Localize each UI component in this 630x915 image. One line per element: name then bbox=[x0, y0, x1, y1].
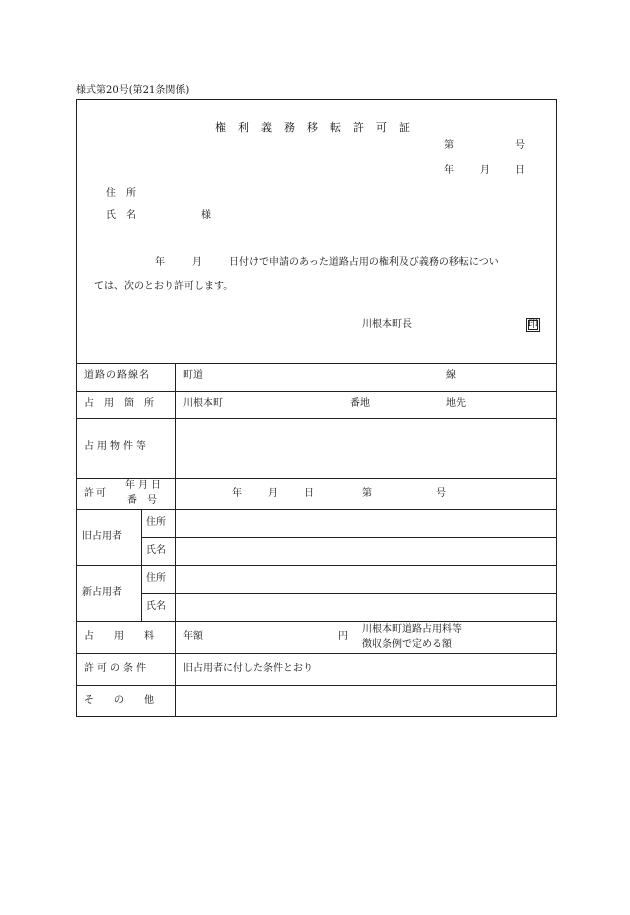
new-occupant-address-label: 住所 bbox=[146, 573, 166, 584]
recipient-name-label: 氏 名 bbox=[106, 210, 136, 221]
permit-date-label: 年月日 bbox=[125, 480, 164, 491]
row-line bbox=[76, 685, 557, 686]
permit-dai: 第 bbox=[362, 488, 372, 499]
old-occupant-name-label: 氏名 bbox=[146, 545, 166, 556]
new-occupant-label: 新占用者 bbox=[82, 587, 122, 598]
issue-year-label: 年 bbox=[444, 165, 454, 176]
row-line bbox=[76, 621, 557, 622]
recipient-address-label: 住 所 bbox=[106, 188, 136, 199]
document-title: 権 利 義 務 移 転 許 可 証 bbox=[215, 121, 411, 134]
location-chisaki: 地先 bbox=[446, 398, 466, 409]
row-line bbox=[76, 478, 557, 479]
fee-annual-label: 年額 bbox=[183, 631, 203, 642]
row-line bbox=[76, 565, 557, 566]
body-line2: ては、次のとおり許可します。 bbox=[94, 281, 234, 292]
body-line1: 日付けで申請のあった道路占用の権利及び義務の移転につい bbox=[229, 257, 499, 268]
fee-note-line1: 川根本町道路占用料等 bbox=[362, 624, 462, 635]
row-line bbox=[76, 418, 557, 419]
issue-month-label: 月 bbox=[480, 165, 490, 176]
label-column-line bbox=[175, 363, 176, 717]
permit-year: 年 bbox=[232, 488, 242, 499]
old-occupant-label: 旧占用者 bbox=[82, 531, 122, 542]
road-name-label: 道路の路線名 bbox=[84, 370, 150, 381]
old-occupant-address-label: 住所 bbox=[146, 517, 166, 528]
road-name-value: 町道 bbox=[183, 370, 203, 381]
seal-stamp: 印 bbox=[528, 319, 538, 330]
issuer-name: 川根本町長 bbox=[362, 319, 412, 330]
permit-day: 日 bbox=[304, 488, 314, 499]
issue-day-label: 日 bbox=[515, 165, 525, 176]
objects-label: 占用物件等 bbox=[84, 441, 149, 452]
conditions-value: 旧占用者に付した条件とおり bbox=[183, 663, 313, 674]
table-top-line bbox=[76, 363, 557, 364]
number-label-go: 号 bbox=[515, 140, 525, 151]
location-banchi: 番地 bbox=[350, 398, 370, 409]
body-month: 月 bbox=[192, 257, 202, 268]
new-occupant-name-label: 氏名 bbox=[146, 601, 166, 612]
permit-number-label: 番 号 bbox=[127, 495, 157, 506]
conditions-label: 許可の条件 bbox=[84, 663, 149, 674]
permit-month: 月 bbox=[268, 488, 278, 499]
fee-label: 占 用 料 bbox=[84, 631, 154, 642]
form-number: 様式第20号(第21条関係) bbox=[76, 85, 190, 96]
location-label: 占 用 箇 所 bbox=[84, 398, 154, 409]
permit-go: 号 bbox=[436, 488, 446, 499]
fee-yen-label: 円 bbox=[338, 631, 348, 642]
location-value: 川根本町 bbox=[183, 398, 223, 409]
row-line bbox=[76, 509, 557, 510]
recipient-honorific: 様 bbox=[201, 210, 211, 221]
occupant-sub-column-line bbox=[141, 509, 142, 621]
other-label: そ の 他 bbox=[84, 695, 154, 706]
row-line bbox=[76, 391, 557, 392]
road-name-suffix: 線 bbox=[446, 370, 456, 381]
row-line bbox=[76, 653, 557, 654]
fee-note-line2: 徴収条例で定める額 bbox=[362, 639, 452, 650]
row-line bbox=[141, 537, 557, 538]
permit-label: 許可 bbox=[84, 488, 108, 499]
row-line bbox=[141, 593, 557, 594]
body-year: 年 bbox=[155, 257, 165, 268]
number-label-dai: 第 bbox=[444, 140, 454, 151]
